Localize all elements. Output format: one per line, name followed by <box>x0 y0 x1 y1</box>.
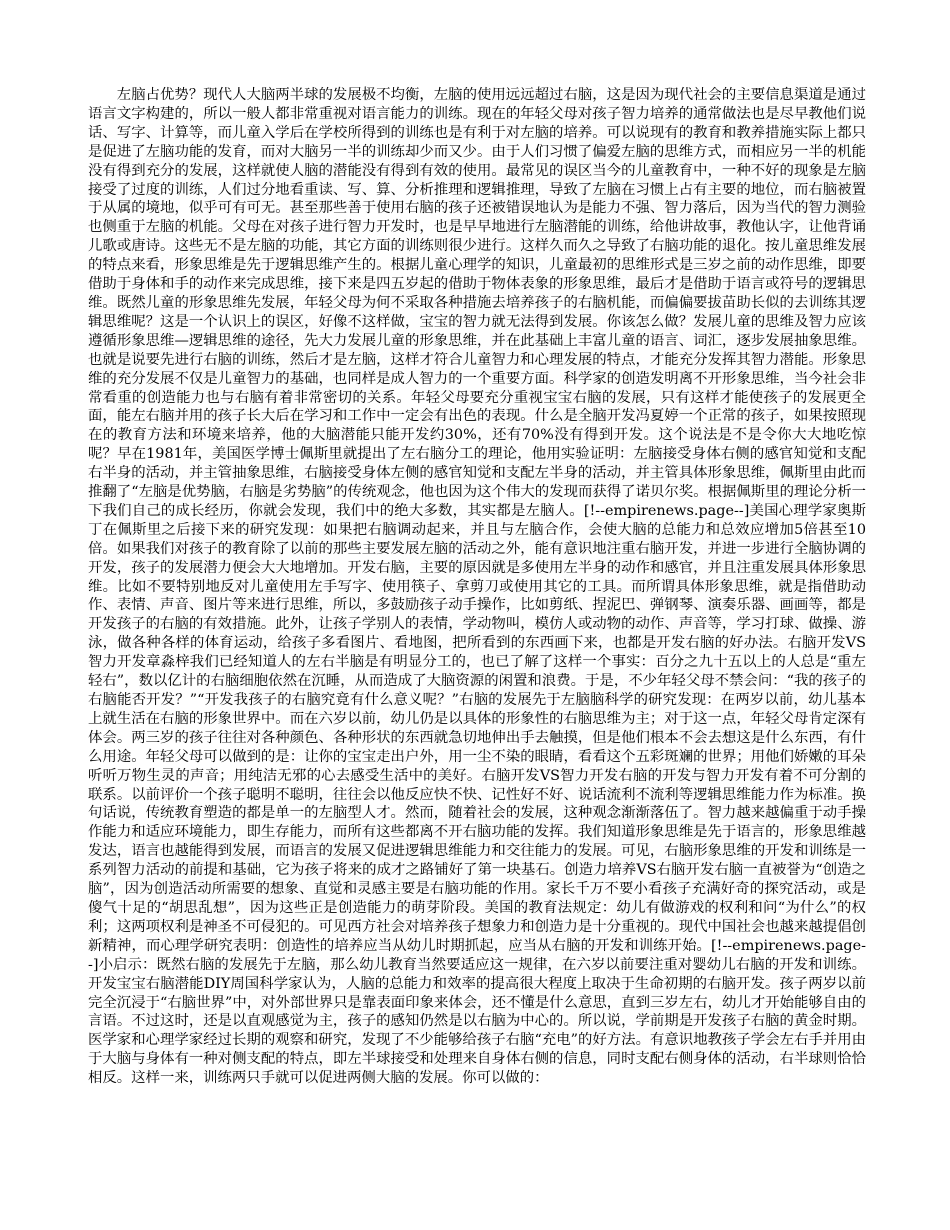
article-body-text: 左脑占优势？现代人大脑两半球的发展极不均衡，左脑的使用远远超过右脑，这是因为现代社会的主要信息渠道是通过语言文字构建的，所以一般人都非常重视对语言能力的训练。现在的年轻父母对孩子智力培养的通常做法也是尽早教他们说话、写字、计算等，而儿童入学后在学校所得到的训练也是有利于对左脑的培养。可以说现有的教育和教养措施实际上都只是促进了左脑功能的发育，而对大脑另一半的训练却少而又少。由于人们习惯了偏爱左脑的思维方式，而相应另一半的机能没有得到充分的发展，这样就使人脑的潜能没有得到有效的使用。最常见的误区当今的儿童教育中，一种不好的现象是左脑接受了过度的训练，人们过分地看重读、写、算、分析推理和逻辑推理，导致了左脑在习惯上占有主要的地位，而右脑被置于从属的境地，似乎可有可无。甚至那些善于使用右脑的孩子还被错误地认为是能力不强、智力落后，因为当代的智力测验也侧重于左脑的机能。父母在对孩子进行智力开发时，也是早早地进行左脑潜能的训练，给他讲故事，教他认字，让他背诵儿歌或唐诗。这些无不是左脑的功能，其它方面的训练则很少进行。这样久而久之导致了右脑功能的退化。按儿童思维发展的特点来看，形象思维是先于逻辑思维产生的。根据儿童心理学的知识，儿童最初的思维形式是三岁之前的动作思维，即要借助于身体和手的动作来完成思维，接下来是四五岁起的借助于物体表象的形象思维，最后才是借助于语言或符号的逻辑思维。既然儿童的形象思维先发展，年轻父母为何不采取各种措施去培养孩子的右脑机能，而偏偏要拔苗助长似的去训练其逻辑思维呢？这是一个认识上的误区，好像不这样做，宝宝的智力就无法得到发展。你该怎么做？发展儿童的思维及智力应该遵循形象思维—逻辑思维的途径，先大力发展儿童的形象思维，并在此基础上丰富儿童的语言、词汇，逐步发展抽象思维。也就是说要先进行右脑的训练，然后才是左脑，这样才符合儿童智力和心理发展的特点，才能充分发挥其智力潜能。形象思维的充分发展不仅是儿童智力的基础，也同样是成人智力的一个重要方面。科学家的创造发明离不开形象思维，当今社会非常看重的创造能力也与右脑有着非常密切的关系。年轻父母要充分重视宝宝右脑的发展，只有这样才能使孩子的发展更全面，能左右脑并用的孩子长大后在学习和工作中一定会有出色的表现。什么是全脑开发冯夏婷一个正常的孩子，如果按照现在的教育方法和环境来培养，他的大脑潜能只能开发约30%，还有70%没有得到开发。这个说法是不是令你大大地吃惊呢？早在1981年，美国医学博士佩斯里就提出了左右脑分工的理论，他用实验证明：左脑接受身体右侧的感官知觉和支配右半身的活动，并主管抽象思维，右脑接受身体左侧的感官知觉和支配左半身的活动，并主管具体形象思维，佩斯里由此而推翻了“左脑是优势脑，右脑是劣势脑”的传统观念，他也因为这个伟大的发现而获得了诺贝尔奖。根据佩斯里的理论分析一下我们自己的成长经历，你就会发现，我们中的绝大多数，其实都是左脑人。[!--empirenews.page--]美国心理学家奥斯丁在佩斯里之后接下来的研究发现：如果把右脑调动起来，并且与左脑合作，会使大脑的总能力和总效应增加5倍甚至10倍。如果我们对孩子的教育除了以前的那些主要发展左脑的活动之外，能有意识地注重右脑开发，并进一步进行全脑协调的开发，孩子的发展潜力便会大大地增加。开发右脑，主要的原因就是多使用左半身的动作和感官，并且注重发展具体形象思维。比如不要特别地反对儿童使用左手写字、使用筷子、拿剪刀或使用其它的工具。而所谓具体形象思维，就是指借助动作、表情、声音、图片等来进行思维，所以，多鼓励孩子动手操作，比如剪纸、捏泥巴、弹钢琴、演奏乐器、画画等，都是开发孩子的右脑的有效措施。此外，让孩子学别人的表情，学动物叫，模仿人或动物的动作、声音等，学习打球、做操、游泳，做各种各样的体育运动，给孩子多看图片、看地图，把所看到的东西画下来，也都是开发右脑的好办法。右脑开发VS智力开发章淼梓我们已经知道人的左右半脑是有明显分工的，也已了解了这样一个事实：百分之九十五以上的人总是“重左轻右”，数以亿计的右脑细胞依然在沉睡，从而造成了大脑资源的闲置和浪费。于是，不少年轻父母不禁会问：“我的孩子的右脑能否开发？”“开发我孩子的右脑究竟有什么意义呢？”右脑的发展先于左脑脑科学的研究发现：在两岁以前，幼儿基本上就生活在右脑的形象世界中。而在六岁以前，幼儿仍是以具体的形象性的右脑思维为主；对于这一点，年轻父母肯定深有体会。两三岁的孩子往往对各种颜色、各种形状的东西就急切地伸出手去触摸，但是他们根本不会去想这是什么东西，有什么用途。年轻父母可以做到的是：让你的宝宝走出户外，用一尘不染的眼睛，看看这个五彩斑斓的世界；用他们娇嫩的耳朵听听万物生灵的声音；用纯洁无邪的心去感受生活中的美好。右脑开发VS智力开发右脑的开发与智力开发有着不可分割的联系。以前评价一个孩子聪明不聪明，往往会以他反应快不快、记性好不好、说话流利不流利等逻辑思维能力作为标准。换句话说，传统教育塑造的都是单一的左脑型人才。然而，随着社会的发展，这种观念渐渐落伍了。智力越来越偏重于动手操作能力和适应环境能力，即生存能力，而所有这些都离不开右脑功能的发挥。我们知道形象思维是先于语言的，形象思维越发达，语言也越能得到发展，而语言的发展又促进逻辑思维能力和交往能力的发展。可见，右脑形象思维的开发和训练是一系列智力活动的前提和基础，它为孩子将来的成才之路铺好了第一块基石。创造力培养VS右脑开发右脑一直被誉为“创造之脑”，因为创造活动所需要的想象、直觉和灵感主要是右脑功能的作用。家长千万不要小看孩子充满好奇的探究活动，或是傻气十足的“胡思乱想”，因为这些正是创造能力的萌芽阶段。美国的教育法规定：幼儿有做游戏的权利和问“为什么”的权利；这两项权利是神圣不可侵犯的。可见西方社会对培养孩子想象力和创造力是十分重视的。现代中国社会也越来越提倡创新精神，而心理学研究表明：创造性的培养应当从幼儿时期抓起，应当从右脑的开发和训练开始。[!--empirenews.page--]小启示：既然右脑的发展先于左脑，那么幼儿教育当然要适应这一规律，在六岁以前要注重对婴幼儿右脑的开发和训练。开发宝宝右脑潜能DIY周国科学家认为，人脑的总能力和效率的提高很大程度上取决于生命初期的右脑开发。孩子两岁以前完全沉浸于“右脑世界”中，对外部世界只是靠表面印象来体会，还不懂是什么意思，直到三岁左右，幼儿才开始能够自由的言语。不过这时，还是以直观感觉为主，孩子的感知仍然是以右脑为中心的。所以说，学前期是开发孩子右脑的黄金时期。医学家和心理学家经过长期的观察和研究，发现了不少能够给孩子右脑“充电”的好方法。有意识地教孩子学会左右手并用由于大脑与身体有一种对侧支配的特点，即左半球接受和处理来自身体右侧的信息，同时支配右侧身体的活动，右半球则恰恰相反。这样一来，训练两只手就可以促进两侧大脑的发展。你可以做的： <box>88 87 866 1087</box>
